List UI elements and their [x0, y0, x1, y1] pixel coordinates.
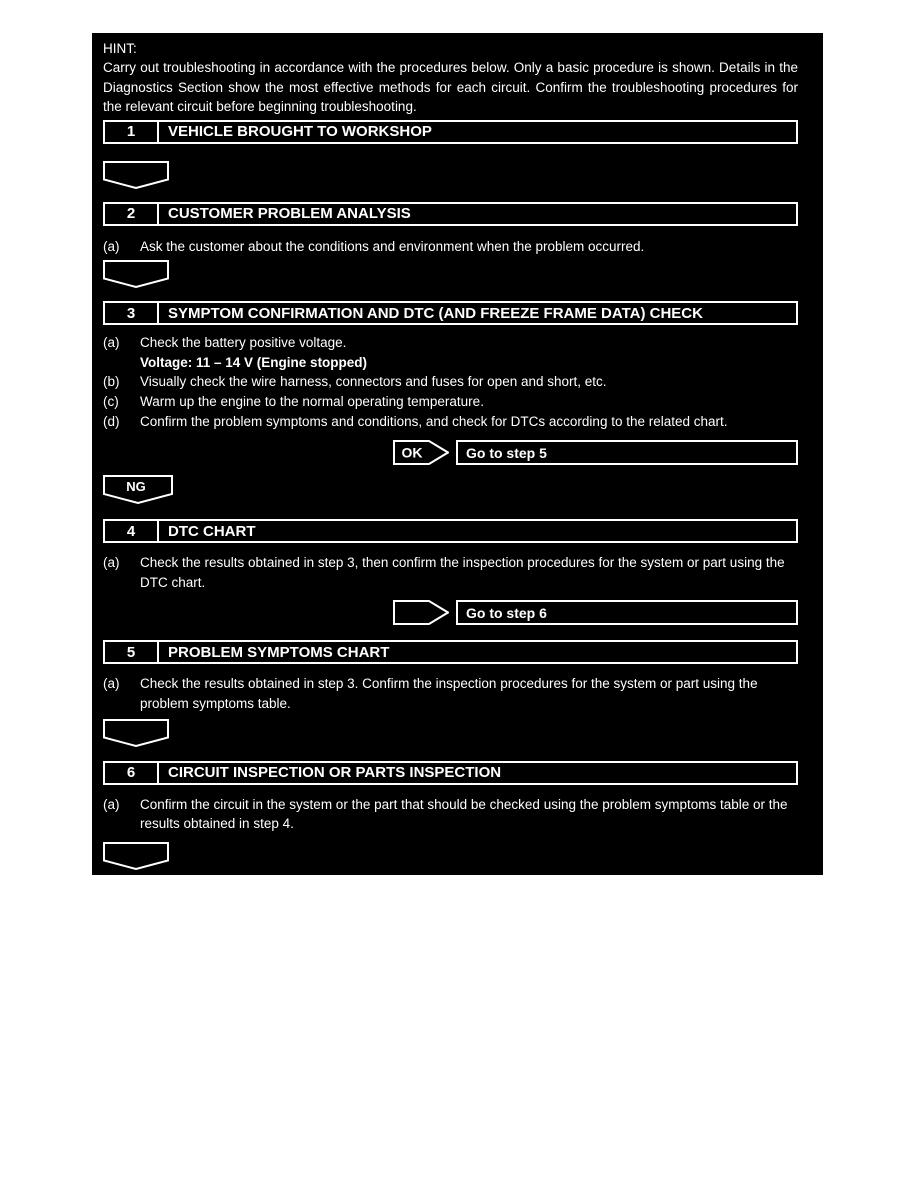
- down-arrow-icon: [103, 719, 169, 747]
- step-6-items: [103, 795, 798, 834]
- step-3-items: [103, 333, 798, 431]
- item-label: (d): [103, 413, 120, 429]
- list-item: [103, 237, 798, 257]
- right-arrow-shape: [394, 601, 448, 624]
- down-arrow-icon: [103, 161, 169, 189]
- list-item: [103, 412, 798, 432]
- down-arrow-shape: [104, 261, 168, 287]
- item-label: (a): [103, 796, 120, 812]
- step-number: 2: [105, 204, 159, 224]
- down-arrow-shape: [104, 720, 168, 746]
- item-text: Ask the customer about the conditions and environment when the problem occurred.: [140, 238, 645, 254]
- hint-label: HINT:: [103, 41, 137, 56]
- list-item: [103, 553, 798, 592]
- step-title: CIRCUIT INSPECTION OR PARTS INSPECTION: [168, 764, 502, 782]
- down-arrow-shape: [104, 843, 168, 869]
- down-arrow-icon: [103, 260, 169, 288]
- goto-step-5-box: Go to step 5: [456, 440, 798, 465]
- item-text-line: Check the battery positive voltage.: [140, 335, 347, 351]
- step-header-1: [103, 120, 798, 144]
- ok-right-arrow-icon: [393, 440, 449, 465]
- step-2-items: [103, 237, 798, 257]
- item-label: (b): [103, 374, 120, 390]
- hint-body-text: Carry out troubleshooting in accordance with the procedures below. Only a basic procedure is shown. Details in the Diagnostics Section show the most effective methods for each circuit. Confirm the troubleshooting procedures for the relevant circuit before beginning troubleshooting.: [103, 60, 798, 115]
- goto-step-6-box: Go to step 6: [456, 600, 798, 625]
- step-4-items: [103, 553, 798, 592]
- list-item: [103, 372, 798, 392]
- step-title: PROBLEM SYMPTOMS CHART: [168, 643, 390, 661]
- step-number: 6: [105, 763, 159, 783]
- step-number: 5: [105, 642, 159, 662]
- item-text: Check the results obtained in step 3. Confirm the inspection procedures for the system or part using the problem symptoms table.: [140, 676, 758, 711]
- down-arrow-icon: [103, 842, 169, 870]
- right-arrow-icon: [393, 600, 449, 625]
- ok-arrow-label: OK: [401, 444, 423, 461]
- step-title: CUSTOMER PROBLEM ANALYSIS: [168, 205, 411, 223]
- ok-branch-row: [393, 440, 798, 465]
- step-title: VEHICLE BROUGHT TO WORKSHOP: [168, 123, 432, 141]
- list-item: [103, 674, 798, 713]
- step-5-items: [103, 674, 798, 713]
- item-label: (a): [103, 555, 120, 571]
- ng-down-arrow-icon: [103, 475, 173, 504]
- list-item: [103, 333, 798, 372]
- item-text: Check the results obtained in step 3, then confirm the inspection procedures for the system or part using the DTC chart.: [140, 555, 785, 590]
- list-item: [103, 392, 798, 412]
- item-label: (c): [103, 394, 119, 409]
- down-arrow-shape: [104, 162, 168, 188]
- list-item: [103, 795, 798, 834]
- ng-arrow-label: NG: [126, 479, 146, 495]
- goto-step-6-row: [393, 600, 798, 625]
- item-text: Warm up the engine to the normal operating temperature.: [140, 394, 484, 409]
- item-text: Visually check the wire harness, connectors and fuses for open and short, etc.: [140, 374, 607, 390]
- step-header-2: [103, 202, 798, 226]
- item-label: (a): [103, 676, 120, 692]
- step-title: SYMPTOM CONFIRMATION AND DTC (AND FREEZE FRAME DATA) CHECK: [168, 304, 703, 322]
- step-number: 3: [105, 303, 159, 323]
- item-text: Confirm the circuit in the system or the part that should be checked using the problem symptoms table or the results obtained in step 4.: [140, 796, 788, 832]
- step-header-5: [103, 640, 798, 664]
- step-header-4: [103, 519, 798, 543]
- item-label: (a): [103, 335, 120, 351]
- step-header-3: [103, 301, 798, 325]
- step-number: 4: [105, 521, 159, 541]
- item-text: Confirm the problem symptoms and conditions, and check for DTCs according to the related chart.: [140, 413, 728, 429]
- step-title: DTC CHART: [168, 522, 256, 540]
- item-label: (a): [103, 238, 120, 254]
- troubleshooting-panel: [92, 33, 823, 875]
- step-header-6: [103, 761, 798, 785]
- voltage-spec-line: Voltage: 11 – 14 V (Engine stopped): [140, 354, 368, 370]
- item-text: [140, 333, 798, 372]
- step-number: 1: [105, 122, 159, 142]
